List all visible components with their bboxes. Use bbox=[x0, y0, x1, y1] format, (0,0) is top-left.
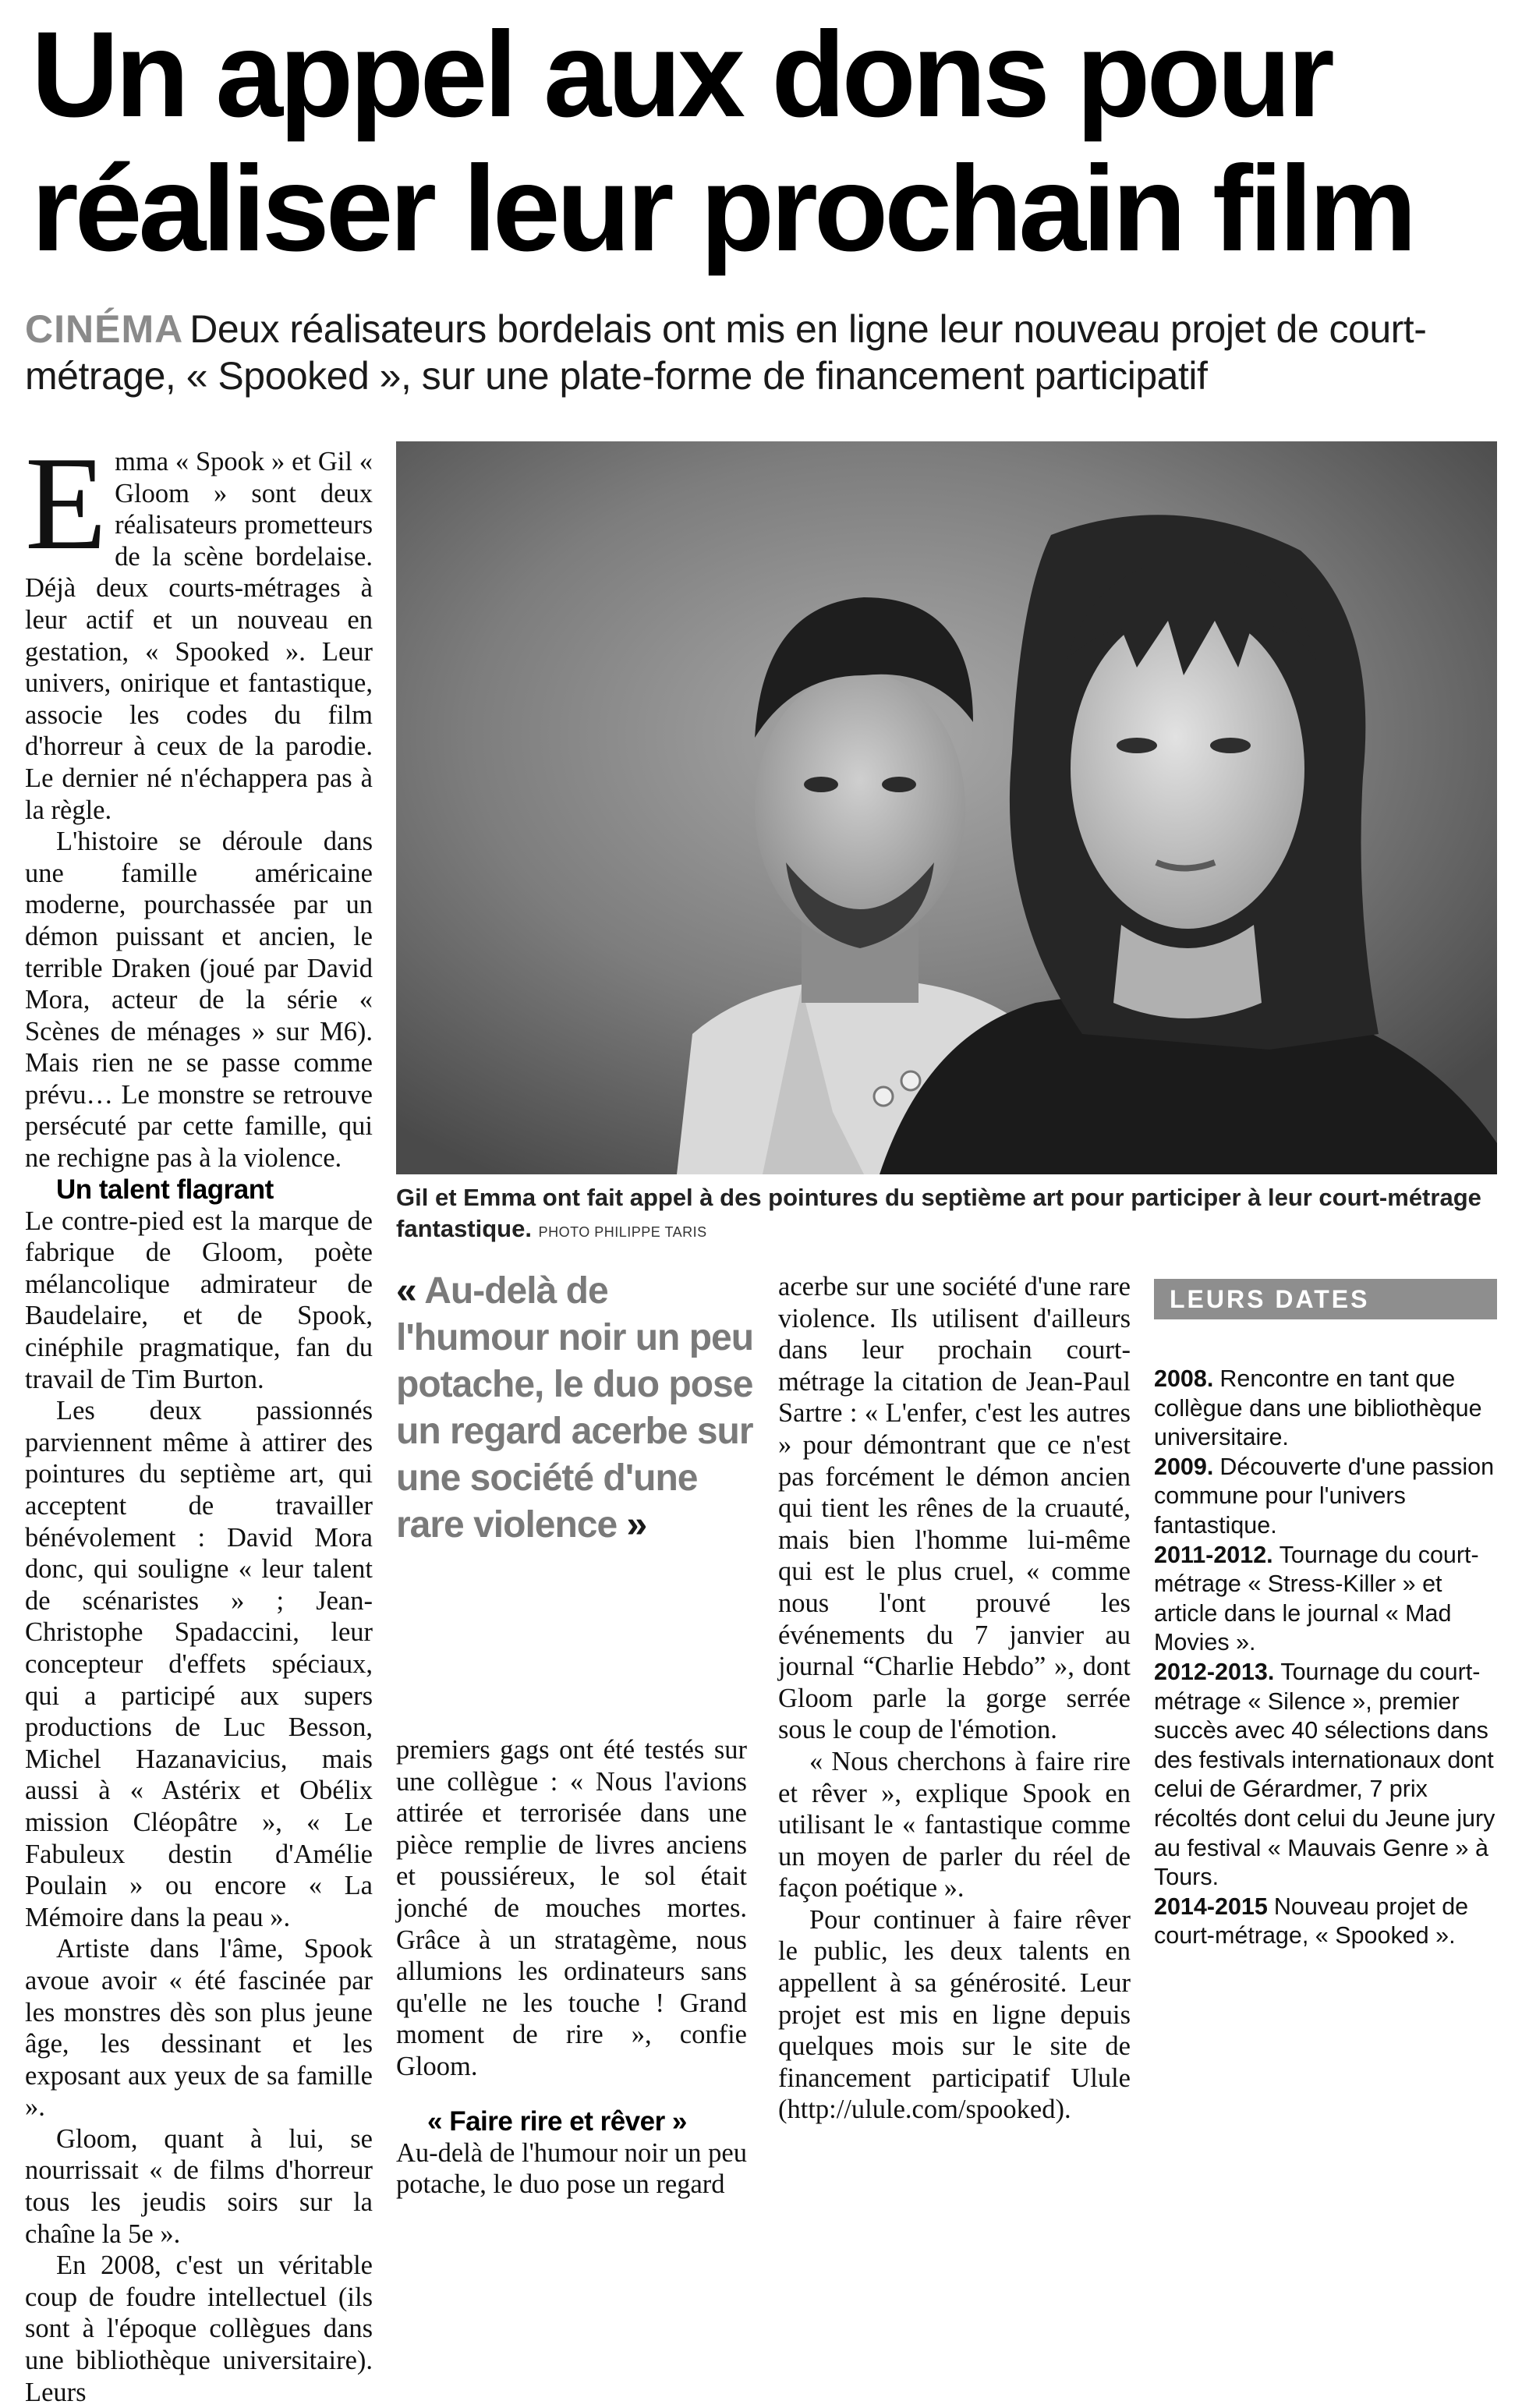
date-year: 2011-2012. bbox=[1154, 1541, 1273, 1568]
photo-credit: PHOTO PHILIPPE TARIS bbox=[538, 1224, 707, 1240]
date-text: Tournage du court-métrage « Silence », premier succès avec 40 sélections dans des festivals internationaux dont celui de Gérardmer, 7 prix récoltés dont celui du Jeune jury au festival « Mauvais Genre » à Tours. bbox=[1154, 1658, 1495, 1891]
close-quote-mark: » bbox=[626, 1504, 647, 1546]
date-entry bbox=[1154, 1453, 1497, 1541]
subhead-talent: Un talent flagrant bbox=[56, 1174, 274, 1205]
paragraph-text: mma « Spook » et Gil « Gloom » sont deux réalisateurs prometteurs de la scène bordelaise. Déjà deux courts-métrages à leur actif et un nouveau en gestation, « Spooked ». Leur univers, onirique et fantastique, associe les codes du film d'horreur à ceux de la parodie. Le dernier né n'échappera pas à la règle. bbox=[25, 447, 373, 825]
portrait-illustration bbox=[396, 441, 1497, 1174]
date-entry bbox=[1154, 1658, 1497, 1893]
paragraph: En 2008, c'est un véritable coup de foudre intellectuel (ils sont à l'époque collègues dans une bibliothèque universitaire). Leurs bbox=[25, 2250, 373, 2407]
date-text: Découverte d'une passion commune pour l'univers fantastique. bbox=[1154, 1453, 1495, 1539]
date-year: 2014-2015 bbox=[1154, 1893, 1268, 1920]
pull-quote bbox=[396, 1268, 763, 1549]
paragraph: « Nous cherchons à faire rire et rêver », explique Spook en utilisant le « fantastique comme un moyen de parler du réel de façon poétique ». bbox=[778, 1746, 1131, 1903]
paragraph: Artiste dans l'âme, Spook avoue avoir « été fascinée par les monstres dès son plus jeune âge, les dessinant et les exposant aux yeux de sa famille ». bbox=[25, 1934, 373, 2123]
paragraph: Gloom, quant à lui, se nourrissait « de films d'horreur tous les jeudis soirs sur la chaîne la 5e ». bbox=[25, 2123, 373, 2249]
article-column-1 bbox=[25, 430, 373, 2408]
paragraph: L'histoire se déroule dans une famille américaine moderne, pourchassée par un démon puissant et ancien, le terrible Draken (joué par David Mora, acteur de la série « Scènes de ménages » sur M6). Mais rien ne se passe comme prévu… Le monstre se retrouve persécuté par cette famille, qui ne rechigne pas à la violence. bbox=[25, 827, 373, 1174]
headline: Un appel aux dons pour réaliser leur prochain film bbox=[31, 7, 1414, 277]
date-year: 2012-2013. bbox=[1154, 1658, 1275, 1685]
drop-cap: E bbox=[25, 430, 108, 578]
date-text: Nouveau projet de court-métrage, « Spooked ». bbox=[1154, 1893, 1469, 1949]
kicker: CINÉMA bbox=[25, 307, 184, 351]
date-text: Tournage du court-métrage « Stress-Killer » et article dans le journal « Mad Movies ». bbox=[1154, 1541, 1479, 1656]
dates-list bbox=[1154, 1365, 1497, 1951]
date-entry bbox=[1154, 1893, 1497, 1951]
paragraph: Au-delà de l'humour noir un peu potache, le duo pose un regard bbox=[396, 2137, 747, 2200]
caption-text: Gil et Emma ont fait appel à des pointures du septième art pour participer à leur court-métrage fantastique. bbox=[396, 1184, 1481, 1242]
paragraph: Les deux passionnés parviennent même à attirer des pointures du septième art, qui acceptent de travailler bénévolement : David Mora donc, qui souligne « leur talent de scénaristes » ; Jean-Christophe Spadaccini, leur concepteur d'effets spéciaux, qui a participé aux supers productions de Luc Besson, Michel Hazanavicius, mais aussi à « Astérix et Obélix mission Cléopâtre », « Le Fabuleux destin d'Amélie Poulain » ou encore « La Mémoire dans la peau ». bbox=[25, 1396, 373, 1932]
paragraph: Pour continuer à faire rêver le public, les deux talents en appellent à sa générosité. Leur projet est mis en ligne depuis quelques mois sur le site de financement participatif Ulule (http://ulule.com/spooked). bbox=[778, 1904, 1131, 2125]
pull-quote-text: Au-delà de l'humour noir un peu potache, le duo pose un regard acerbe sur une société d'une rare violence bbox=[396, 1270, 754, 1546]
paragraph: acerbe sur une société d'une rare violence. Ils utilisent d'ailleurs dans leur prochain court-métrage la citation de Jean-Paul Sartre : « L'enfer, c'est les autres » pour démontrant que ce n'est pas forcément le démon ancien qui tient les rênes de la cruauté, mais bien l'homme lui-même qui est le plus cruel, « comme nous l'ont prouvé les événements du 7 janvier au journal “Charlie Hebdo” », dont Gloom parle la gorge serrée sous le coup de l'émotion. bbox=[778, 1272, 1131, 1745]
dates-sidebar bbox=[1154, 1279, 1497, 1951]
date-year: 2008. bbox=[1154, 1365, 1214, 1392]
date-year: 2009. bbox=[1154, 1453, 1214, 1480]
subhead-faire-rire: « Faire rire et rêver » bbox=[427, 2105, 687, 2137]
date-entry bbox=[1154, 1541, 1497, 1658]
deck bbox=[25, 306, 1491, 399]
photo-caption bbox=[396, 1182, 1503, 1248]
paragraph bbox=[25, 430, 373, 826]
date-text: Rencontre en tant que collègue dans une bibliothèque universitaire. bbox=[1154, 1365, 1482, 1451]
paragraph: premiers gags ont été testés sur une collègue : « Nous l'avions attirée et terrorisée dans une pièce remplie de livres anciens et poussiéreux, le sol était jonché de mouches mortes. Grâce à un stratagème, nous allumions les ordinateurs sans qu'elle ne les touche ! Grand moment de rire », confie Gloom. bbox=[396, 1735, 747, 2081]
paragraph: Le contre-pied est la marque de fabrique de Gloom, poète mélancolique admirateur de Baudelaire, et de Spook, cinéphile pragmatique, fan du travail de Tim Burton. bbox=[25, 1206, 373, 1394]
date-entry bbox=[1154, 1365, 1497, 1453]
deck-text: Deux réalisateurs bordelais ont mis en ligne leur nouveau projet de court-métrage, « Spooked », sur une plate-forme de financement participatif bbox=[25, 307, 1427, 398]
article-column-2 bbox=[396, 1734, 747, 2201]
article-photo bbox=[396, 441, 1497, 1174]
article-column-3 bbox=[778, 1271, 1131, 2126]
open-quote-mark: « bbox=[396, 1270, 416, 1312]
dates-title: LEURS DATES bbox=[1154, 1279, 1497, 1319]
